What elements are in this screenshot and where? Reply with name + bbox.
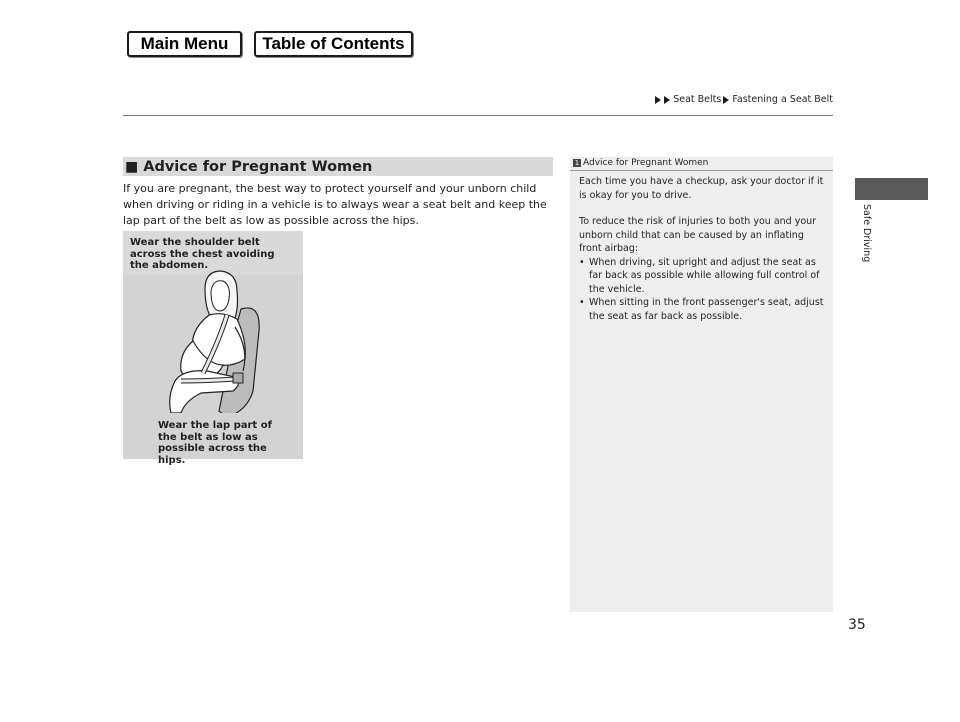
- breadcrumb-arrow-icon: [664, 96, 670, 104]
- breadcrumb-arrow-icon: [723, 96, 729, 104]
- breadcrumb-fastening[interactable]: Fastening a Seat Belt: [732, 94, 833, 105]
- bullet-icon: •: [579, 297, 585, 308]
- header-divider: [123, 115, 833, 116]
- note-bullet-text: When sitting in the front passenger's seat, adjust the seat as far back as possible.: [589, 297, 824, 322]
- section-marker-icon: ■: [125, 158, 139, 175]
- side-note-title-text: Advice for Pregnant Women: [583, 158, 709, 168]
- chapter-tab[interactable]: [855, 178, 928, 200]
- page-number: 35: [848, 617, 866, 633]
- chapter-tab-label: Safe Driving: [861, 204, 872, 263]
- breadcrumb-seat-belts[interactable]: Seat Belts: [673, 94, 722, 105]
- note-paragraph: To reduce the risk of injuries to both you and your unborn child that can be caused by an inflating front airbag:: [579, 216, 817, 254]
- side-note-title: [573, 158, 708, 168]
- main-menu-button[interactable]: Main Menu: [127, 31, 242, 57]
- note-paragraph: Each time you have a checkup, ask your doctor if it is okay for you to drive.: [579, 176, 824, 201]
- note-bullet-text: When driving, sit upright and adjust the seat as far back as possible while allowing full control of the vehicle.: [589, 256, 820, 295]
- section-title: Advice for Pregnant Women: [143, 158, 373, 175]
- figure-caption-shoulder-belt: Wear the shoulder belt across the chest avoiding the abdomen.: [130, 237, 275, 271]
- note-bullet: [579, 296, 825, 323]
- breadcrumb-arrow-icon: [655, 96, 661, 104]
- side-note-body: [579, 175, 825, 323]
- table-of-contents-button[interactable]: Table of Contents: [254, 31, 413, 57]
- side-note-divider: [570, 170, 833, 171]
- breadcrumb: [655, 94, 833, 105]
- bullet-icon: •: [579, 256, 585, 268]
- section-heading: [123, 157, 553, 176]
- note-reference-icon: 1: [574, 159, 580, 167]
- note-bullet: [579, 256, 825, 297]
- figure-caption-lap-belt: Wear the lap part of the belt as low as possible across the hips.: [158, 420, 272, 466]
- section-body: If you are pregnant, the best way to protect yourself and your unborn child when driving or riding in a vehicle is to always wear a seat belt and keep the lap part of the belt as low as possible across the hips.: [123, 182, 547, 227]
